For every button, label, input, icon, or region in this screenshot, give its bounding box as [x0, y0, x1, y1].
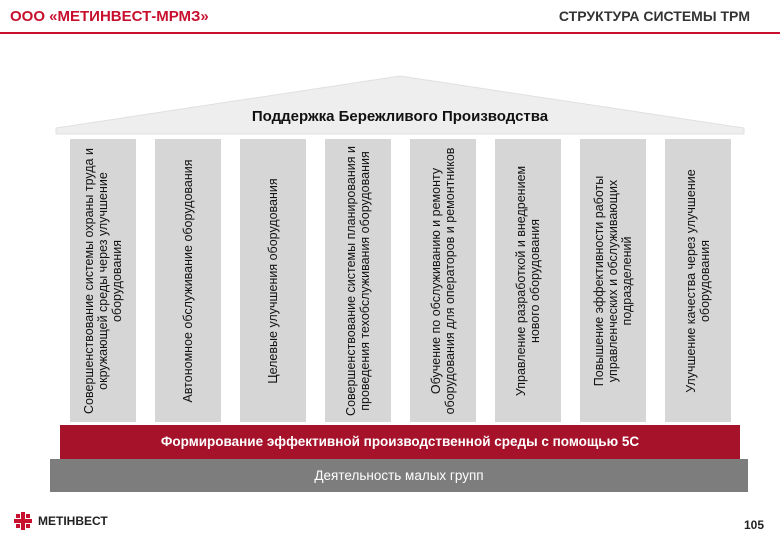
- pillar-label: Управление разработкой и внедрением нового оборудования: [514, 165, 542, 396]
- pillar-label: Обучение по обслуживанию и ремонту оборудования для операторов и ремонтников: [429, 147, 457, 414]
- foundation-5s: [60, 425, 740, 459]
- company-logo: [14, 512, 108, 530]
- logo-text: МЕТІНВЕСТ: [38, 514, 108, 528]
- foundation-small-groups-label: Деятельность малых групп: [314, 468, 484, 483]
- page-number: 105: [743, 518, 764, 532]
- pillar-label: Совершенствование системы планирования и проведения техобслуживания оборудования: [344, 145, 372, 416]
- pillar-label: Целевые улучшения оборудования: [266, 177, 280, 384]
- slide-title: СТРУКТУРА СИСТЕМЫ TPM: [558, 8, 750, 24]
- pillar-focused-improvement: [240, 139, 306, 422]
- pillar-planned-maintenance: [325, 139, 391, 422]
- pillar-safety-environment: [70, 139, 136, 422]
- pillar-quality-maintenance: [665, 139, 731, 422]
- roof-title: Поддержка Бережливого Производства: [251, 108, 549, 125]
- pillar-training: [410, 139, 476, 422]
- pillar-label: Совершенствование системы охраны труда и окружающей среды через улучшение оборудования: [82, 147, 124, 414]
- company-name: ООО «МЕТИНВЕСТ-МРМЗ»: [10, 8, 209, 25]
- pillar-autonomous-maintenance: [155, 139, 221, 422]
- foundation-5s-label: Формирование эффективной производственной среды с помощью 5С: [160, 434, 640, 449]
- foundation-small-groups: [50, 459, 748, 492]
- pillar-label: Автономное обслуживание оборудования: [181, 158, 195, 403]
- logo-icon: [14, 512, 32, 530]
- pillar-early-equipment-management: [495, 139, 561, 422]
- pillar-office-tpm: [580, 139, 646, 422]
- pillar-label: Повышение эффективности работы управленческих и обслуживающих подразделений: [592, 175, 634, 386]
- pillar-label: Улучшение качества через улучшение оборудования: [684, 168, 712, 393]
